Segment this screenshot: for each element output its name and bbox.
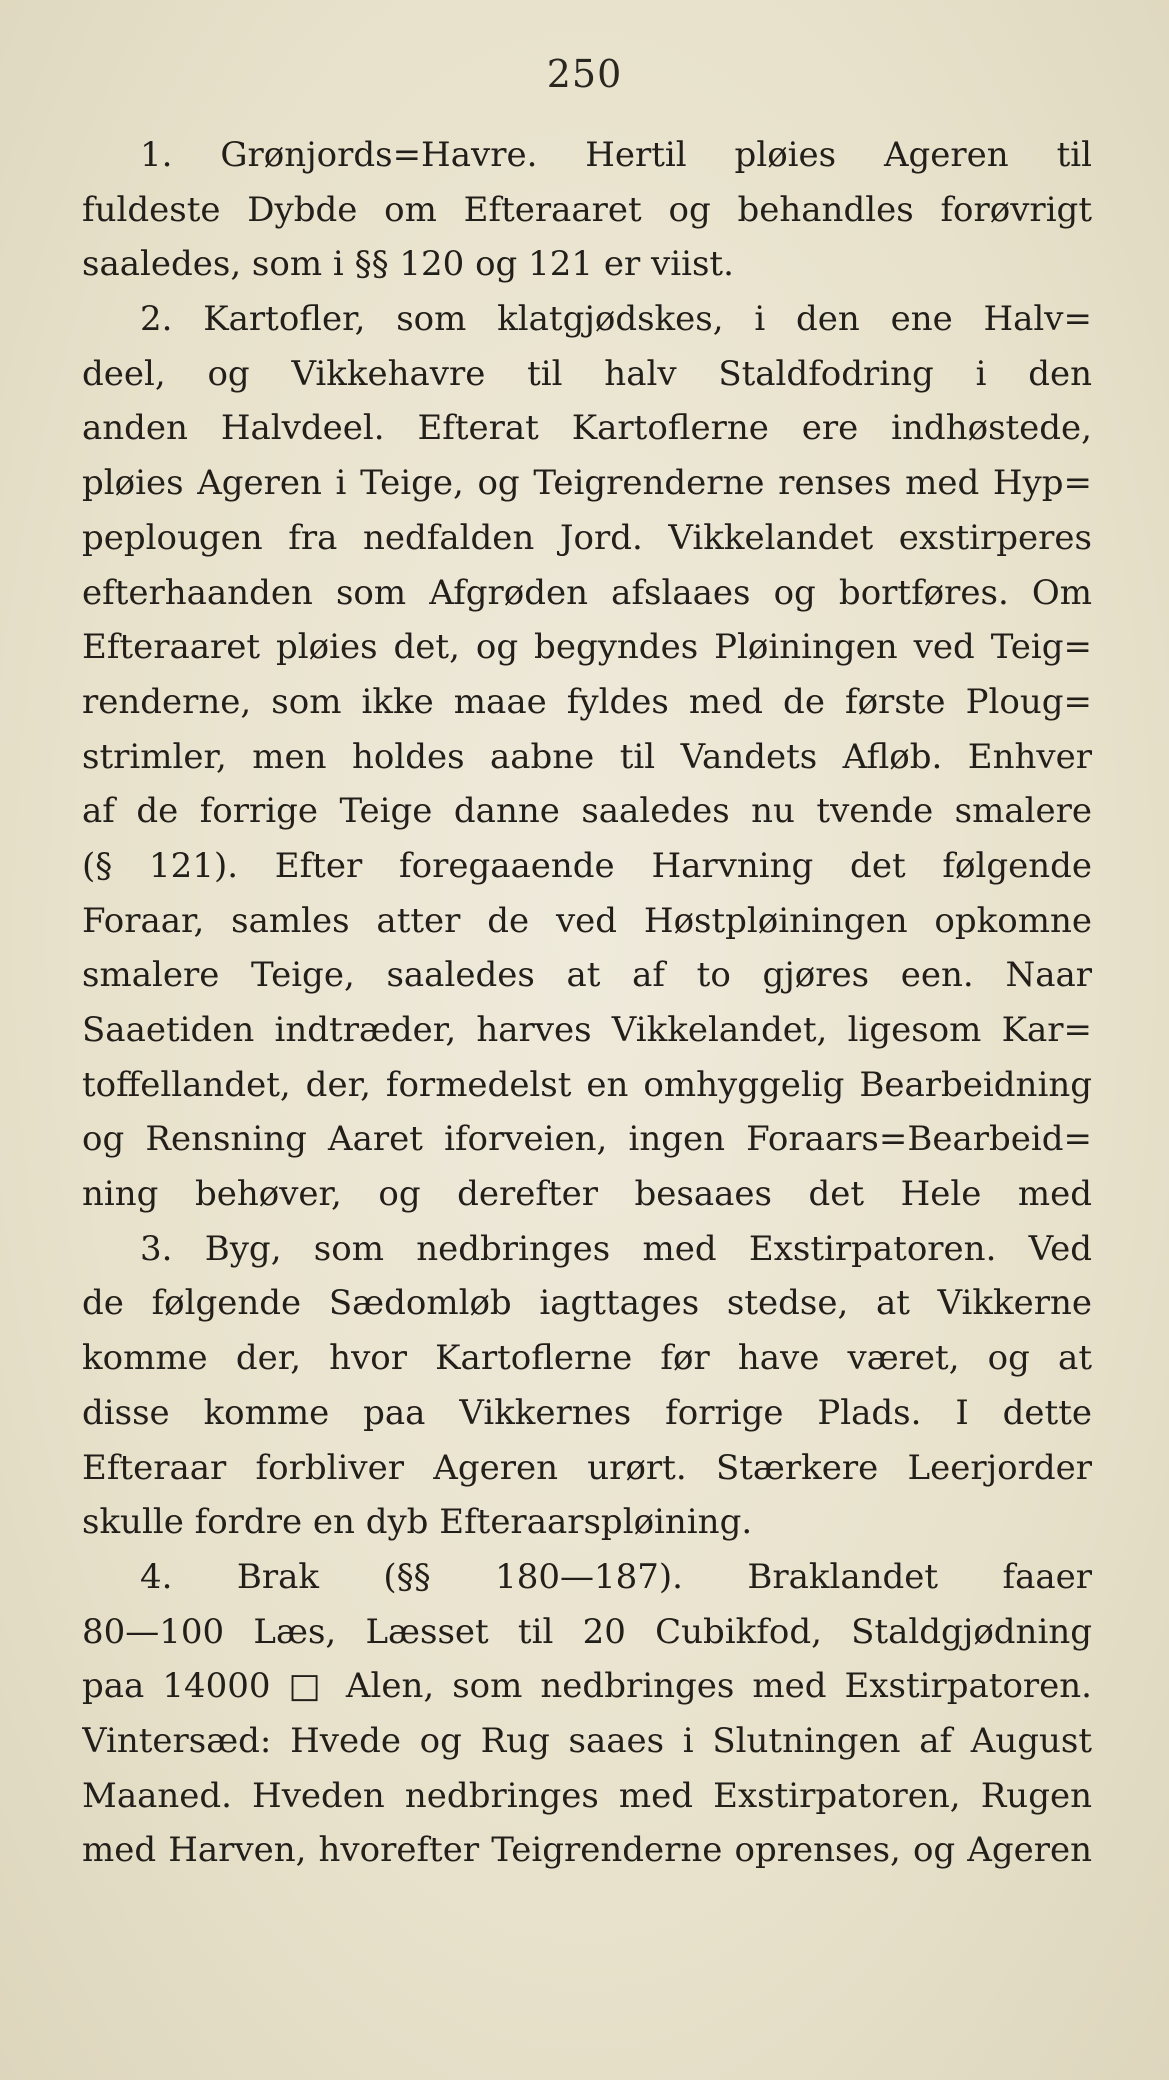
text-line: skulle fordre en dyb Efteraarspløining. — [82, 1502, 753, 1543]
text-line: 1. Grønjords=Havre. Hertil pløies Ageren til — [140, 135, 1092, 175]
text-line: de følgende Sædomløb iagttages stedse, at Vikkerne — [82, 1283, 1092, 1324]
body-text — [82, 128, 1092, 1878]
text-line: Vintersæd: Hvede og Rug saaes i Slutningen af August — [82, 1720, 1092, 1761]
text-line: saaledes, som i §§ 120 og 121 er viist. — [82, 244, 734, 285]
text-line: deel, og Vikkehavre til halv Staldfodring i den — [82, 353, 1092, 394]
text-line: Maaned. Hveden nedbringes med Exstirpatoren, Rugen — [82, 1775, 1092, 1816]
text-line: fuldeste Dybde om Efteraaret og behandles forøvrigt — [82, 189, 1092, 230]
text-line: anden Halvdeel. Efterat Kartoflerne ere indhøstede, — [82, 408, 1092, 449]
text-line: Saaetiden indtræder, harves Vikkelandet, ligesom Kar= — [82, 1010, 1092, 1050]
text-line: efterhaanden som Afgrøden afslaaes og bortføres. Om — [82, 572, 1092, 613]
text-line: paa 14000 □ Alen, som nedbringes med Exstirpatoren. — [82, 1666, 1092, 1707]
text-line: 2. Kartofler, som klatgjødskes, i den ene Halv= — [140, 299, 1092, 340]
text-line: 4. Brak (§§ 180—187). Braklandet faaer — [140, 1556, 1092, 1597]
text-line: 80—100 Læs, Læsset til 20 Cubikfod, Staldgjødning — [82, 1611, 1092, 1652]
text-line: strimler, men holdes aabne til Vandets Afløb. Enhver — [82, 736, 1092, 777]
text-line: ning behøver, og derefter besaaes det Hele med — [82, 1174, 1092, 1215]
text-line: 3. Byg, som nedbringes med Exstirpatoren. Ved — [140, 1228, 1092, 1269]
text-line: og Rensning Aaret iforveien, ingen Foraars=Bearbeid= — [82, 1119, 1092, 1160]
text-line: smalere Teige, saaledes at af to gjøres een. Naar — [82, 955, 1092, 996]
page-number: 250 — [546, 52, 623, 96]
text-line: med Harven, hvorefter Teigrenderne oprenses, og Ageren — [82, 1830, 1092, 1871]
text-line: peplougen fra nedfalden Jord. Vikkelandet exstirperes — [82, 517, 1092, 558]
text-line: Efteraaret pløies det, og begyndes Pløiningen ved Teig= — [82, 627, 1092, 668]
text-line: komme der, hvor Kartoflerne før have været, og at — [82, 1338, 1092, 1379]
text-line: af de forrige Teige danne saaledes nu tvende smalere — [82, 791, 1092, 832]
text-line: renderne, som ikke maae fyldes med de første Ploug= — [82, 681, 1092, 722]
text-line: disse komme paa Vikkernes forrige Plads. I dette — [82, 1392, 1092, 1433]
text-line: (§ 121). Efter foregaaende Harvning det følgende — [82, 845, 1092, 886]
text-line: Foraar, samles atter de ved Høstpløiningen opkomne — [82, 900, 1092, 941]
text-line: toffellandet, der, formedelst en omhyggelig Bearbeidning — [82, 1064, 1092, 1105]
text-line: pløies Ageren i Teige, og Teigrenderne renses med Hyp= — [82, 463, 1092, 504]
text-line: Efteraar forbliver Ageren urørt. Stærkere Leerjorder — [82, 1447, 1092, 1488]
